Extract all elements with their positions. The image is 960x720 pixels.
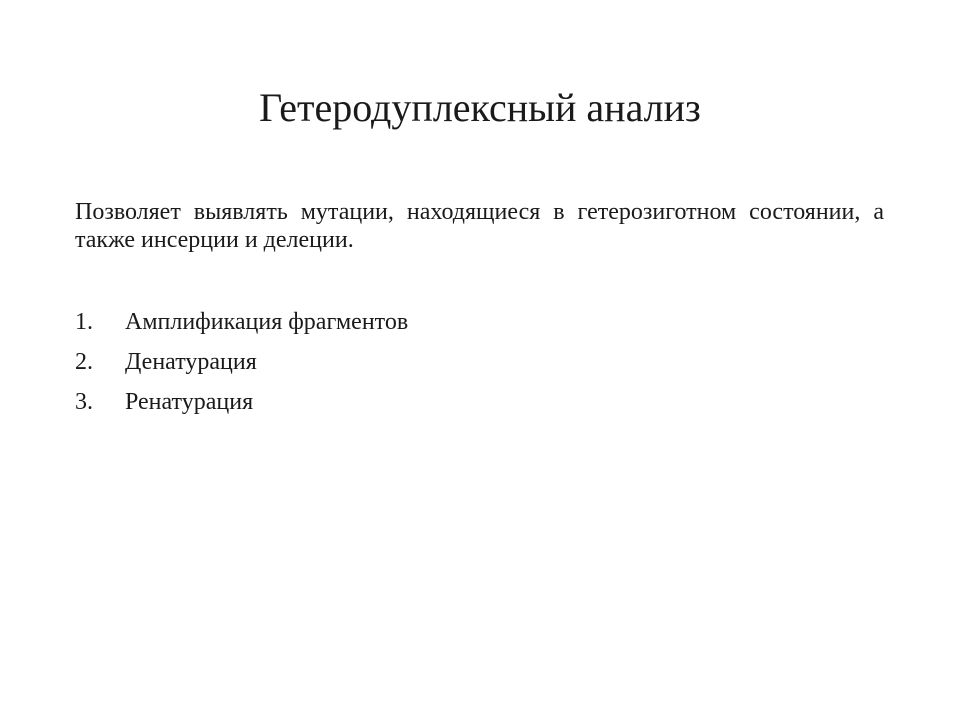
slide-title: Гетеродуплексный анализ (259, 85, 701, 130)
intro-paragraph: Позволяет выявлять мутации, находящиеся в гетерозиготном состоянии, а также инсерции и делеции. (75, 199, 884, 253)
step-number: 1. (75, 309, 93, 335)
steps-list (75, 308, 884, 428)
step-number: 3. (75, 389, 93, 415)
list-item (75, 388, 884, 428)
step-text: Амплификация фрагментов (125, 309, 409, 335)
step-text: Денатурация (125, 349, 257, 375)
slide-body (75, 198, 884, 415)
list-item (75, 308, 884, 348)
step-text: Ренатурация (125, 389, 254, 415)
list-item (75, 348, 884, 388)
step-number: 2. (75, 349, 93, 375)
